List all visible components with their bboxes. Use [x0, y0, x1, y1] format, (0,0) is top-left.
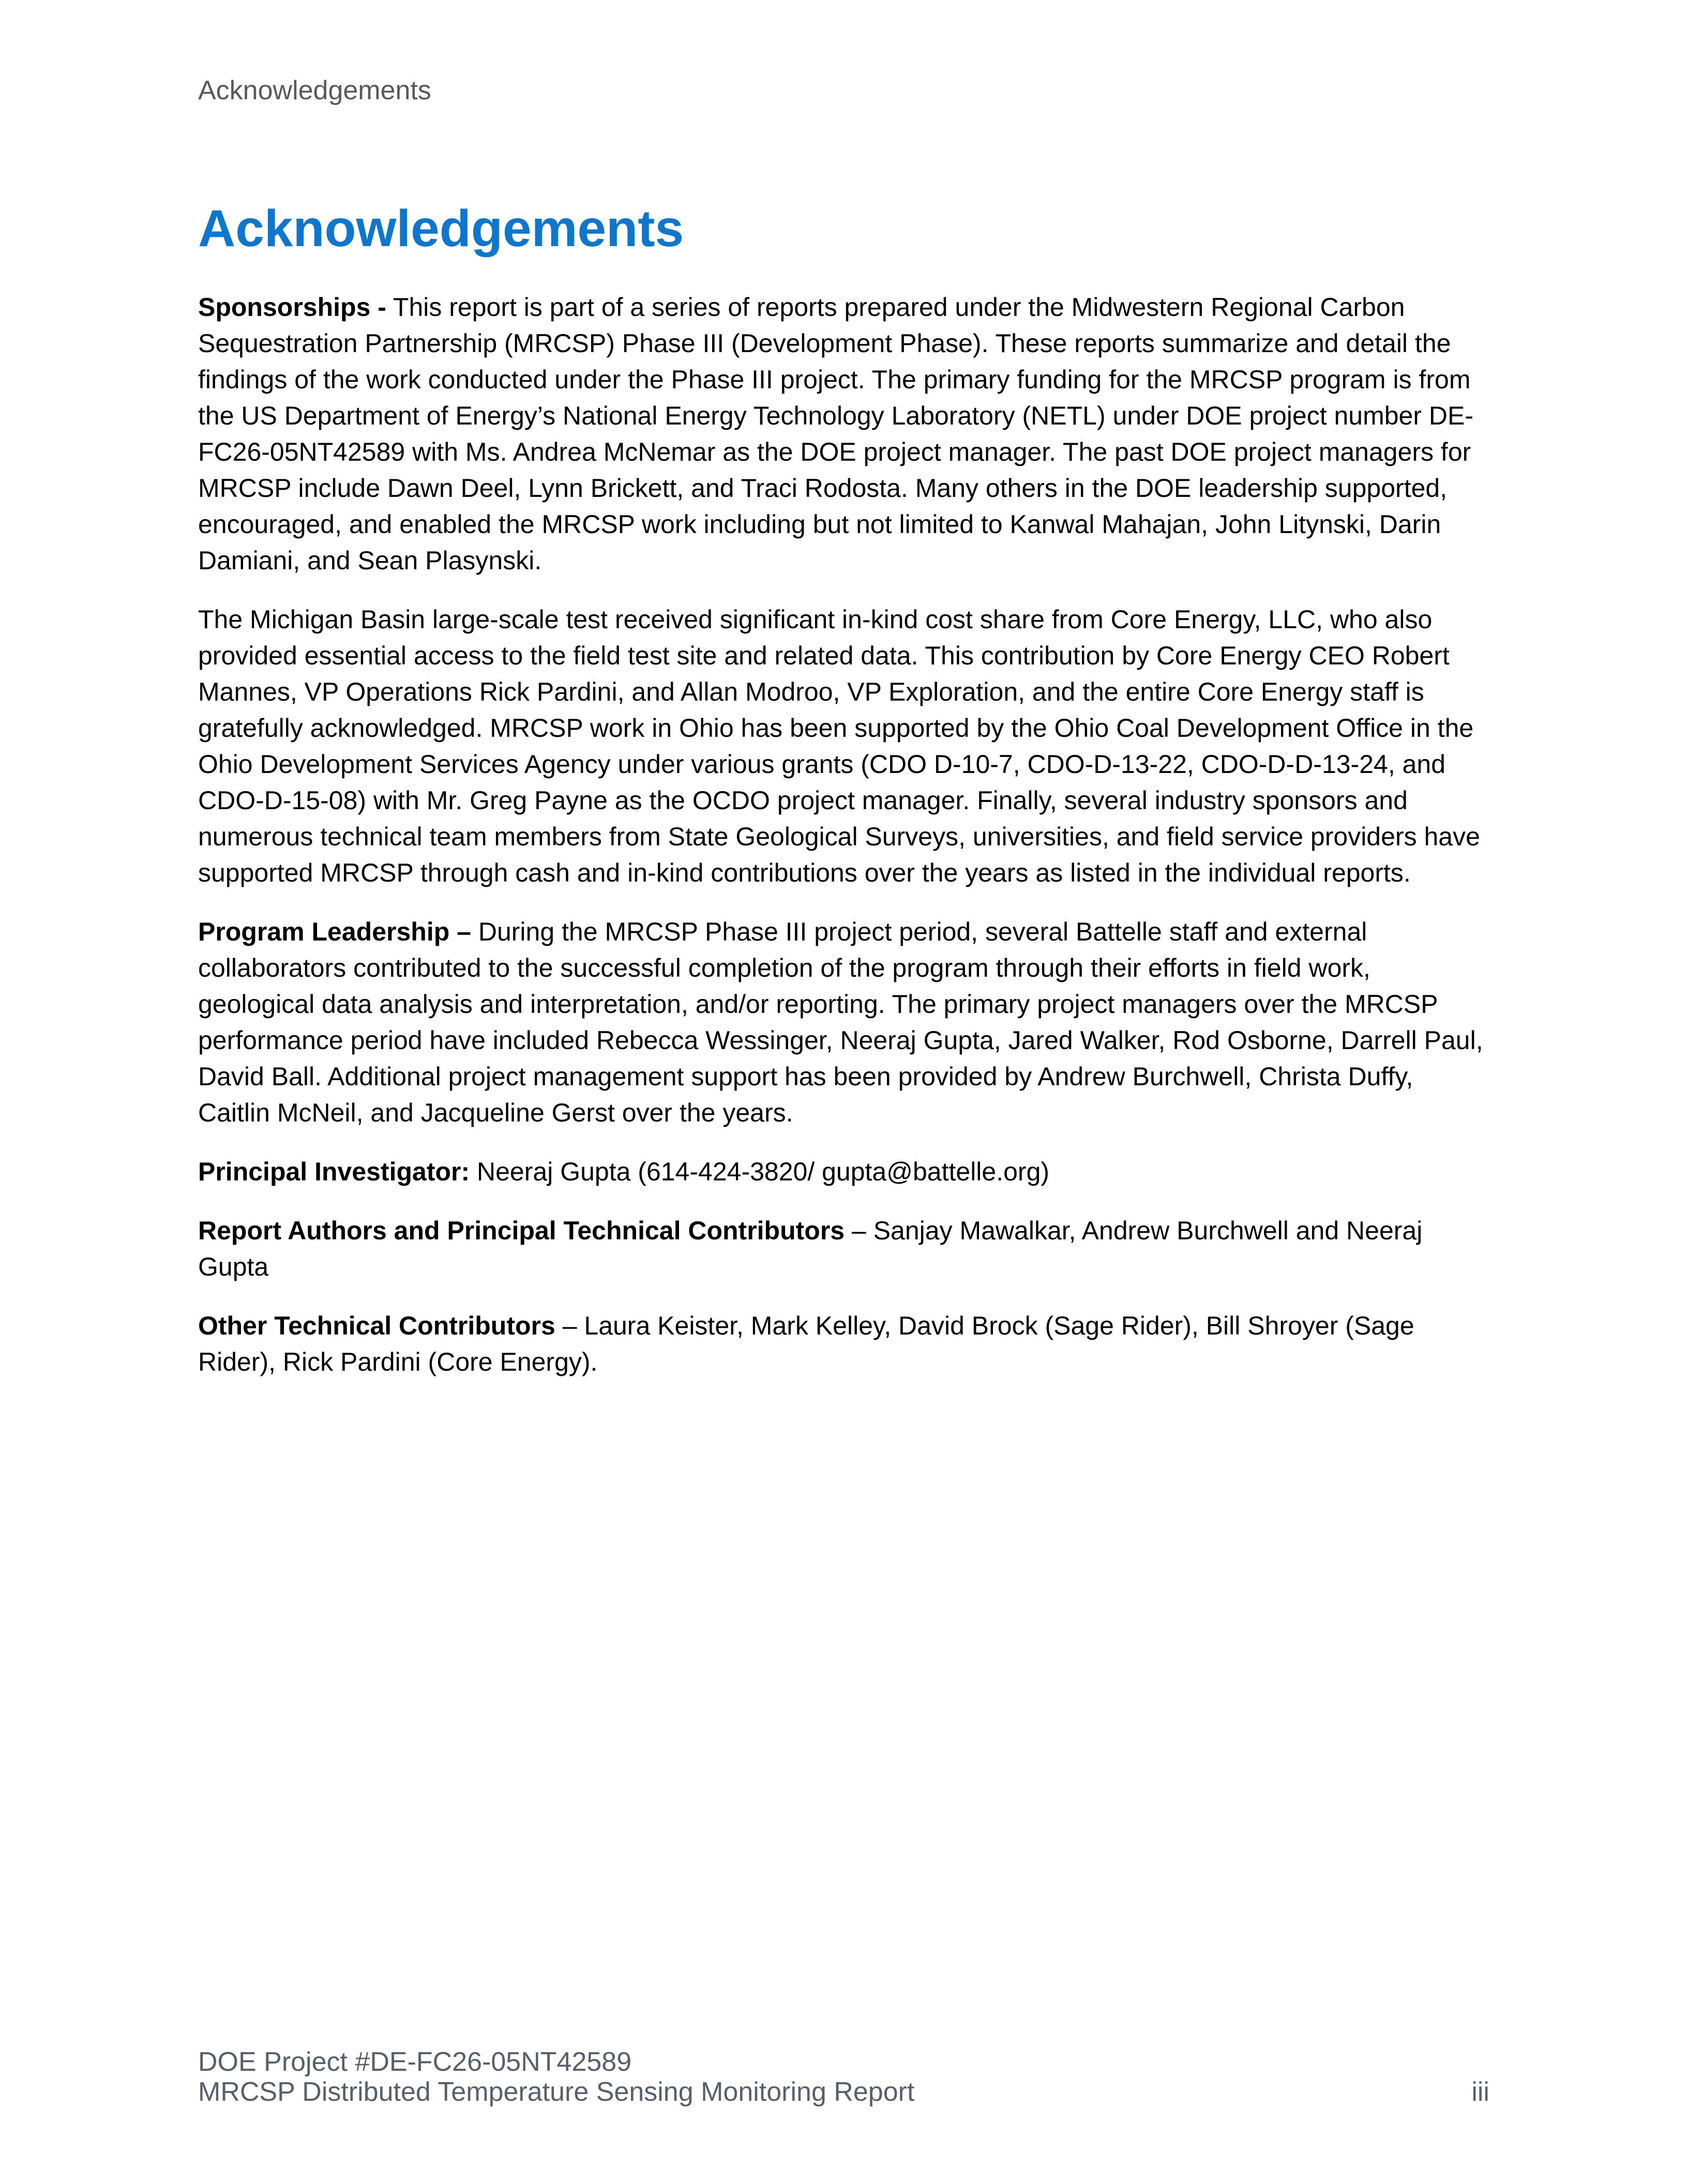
text-run-bold: Sponsorships -	[198, 293, 386, 322]
paragraph	[198, 914, 1489, 1131]
content	[198, 289, 1489, 1403]
paragraph	[198, 1308, 1489, 1380]
text-run: Neeraj Gupta (614-424-3820/ gupta@battelle.org)	[470, 1157, 1050, 1186]
paragraph	[198, 601, 1489, 891]
text-run: This report is part of a series of reports prepared under the Midwestern Regional Carbon Sequestration Partnership (MRCSP) Phase III (Development Phase). These reports summarize and detail the findings of the work conducted under the Phase III project. The primary funding for the MRCSP program is from the US Department of Energy’s National Energy Technology Laboratory (NETL) under DOE project number DE-FC26-05NT42589 with Ms. Andrea McNemar as the DOE project manager. The past DOE project managers for MRCSP include Dawn Deel, Lynn Brickett, and Traci Rodosta. Many others in the DOE leadership supported, encouraged, and enabled the MRCSP work including but not limited to Kanwal Mahajan, John Litynski, Darin Damiani, and Sean Plasynski.	[198, 293, 1474, 575]
footer-project-number: DOE Project #DE-FC26-05NT42589	[198, 2047, 632, 2077]
paragraph	[198, 289, 1489, 579]
text-run-bold: Principal Investigator:	[198, 1157, 470, 1186]
text-run-bold: Report Authors and Principal Technical Contributors	[198, 1216, 845, 1245]
paragraph	[198, 1154, 1489, 1190]
running-header: Acknowledgements	[198, 75, 431, 105]
text-run-bold: Program Leadership –	[198, 917, 471, 946]
paragraph	[198, 1212, 1489, 1285]
page-number: iii	[1471, 2077, 1489, 2107]
footer-report-title: MRCSP Distributed Temperature Sensing Monitoring Report	[198, 2077, 915, 2107]
page-title: Acknowledgements	[198, 200, 684, 257]
text-run: During the MRCSP Phase III project period, several Battelle staff and external collaborators contributed to the successful completion of the program through their efforts in field work, geological data analysis and interpretation, and/or reporting. The primary project managers over the MRCSP performance period have included Rebecca Wessinger, Neeraj Gupta, Jared Walker, Rod Osborne, Darrell Paul, David Ball. Additional project management support has been provided by Andrew Burchwell, Christa Duffy, Caitlin McNeil, and Jacqueline Gerst over the years.	[198, 917, 1483, 1127]
page-footer	[198, 2047, 1489, 2107]
text-run-bold: Other Technical Contributors	[198, 1311, 555, 1340]
text-run: The Michigan Basin large-scale test received significant in-kind cost share from Core Energy, LLC, who also provided essential access to the field test site and related data. This contribution by Core Energy CEO Robert Mannes, VP Operations Rick Pardini, and Allan Modroo, VP Exploration, and the entire Core Energy staff is gratefully acknowledged. MRCSP work in Ohio has been supported by the Ohio Coal Development Office in the Ohio Development Services Agency under various grants (CDO D-10-7, CDO-D-13-22, CDO-D-D-13-24, and CDO-D-15-08) with Mr. Greg Payne as the OCDO project manager. Finally, several industry sponsors and numerous technical team members from State Geological Surveys, universities, and field service providers have supported MRCSP through cash and in-kind contributions over the years as listed in the individual reports.	[198, 605, 1480, 887]
text-run: – Laura Keister, Mark Kelley, David Brock (Sage Rider), Bill Shroyer (Sage Rider), Rick Pardini (Core Energy).	[198, 1311, 1414, 1376]
text-run: – Sanjay Mawalkar, Andrew Burchwell and Neeraj Gupta	[198, 1216, 1423, 1281]
